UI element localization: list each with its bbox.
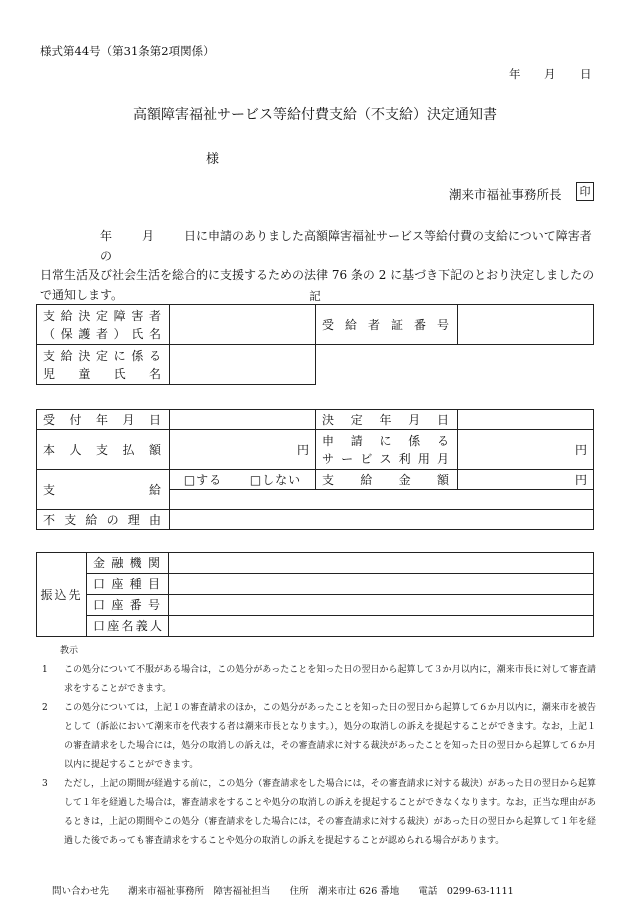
received-date-label: 受付年月日 <box>37 410 170 430</box>
account-type-field[interactable] <box>169 574 594 595</box>
certificate-number-field[interactable] <box>458 305 594 345</box>
applicant-name-field[interactable] <box>170 305 316 345</box>
document-title: 高額障害福祉サービス等給付費支給（不支給）決定通知書 <box>133 107 497 123</box>
body-line1: 日に申請のありました高額障害福祉サービス等給付費の支給について障害者の <box>100 229 592 263</box>
contact-label: 問い合わせ先 <box>52 886 110 897</box>
contact-info <box>52 883 530 897</box>
received-date-field[interactable] <box>170 410 316 430</box>
payment-detail-field[interactable] <box>170 490 594 510</box>
date-month: 月 <box>544 67 556 81</box>
decision-date-label: 決定年月日 <box>316 410 458 430</box>
form-number: 様式第44号（第31条第2項関係） <box>40 44 215 58</box>
notice-item-3: 3 ただし，上記の期間が経過する前に，この処分（審査請求をした場合には，その審査請求に対する裁決）があった日の翌日から起算して１年を経過した場合は，審査請求をすることや処分の取消しの訴えを提起することができなくなります。なお，正当な理由があるときは，上記の期間やこの処分（審査請求をした場合には，その審査請求に対する裁決）があった日の翌日から起算して１年を経過した後であっても審査請求をすることや処分の取消しの訴えを提起することが認められる場合があります。 <box>42 779 596 846</box>
body-line3: で通知します。 <box>40 287 124 302</box>
legal-notice <box>40 642 596 851</box>
amount-field[interactable]: 円 <box>458 470 594 490</box>
account-holder-label: 口座名義人 <box>87 616 169 637</box>
amount-label: 支給金額 <box>316 470 458 490</box>
decision-date-field[interactable] <box>458 410 594 430</box>
account-number-field[interactable] <box>169 595 594 616</box>
service-month-label: 申請に係る サービス利用月 <box>316 430 458 470</box>
body-month: 月 <box>142 229 155 243</box>
body-line2: 日常生活及び社会生活を総合的に支援するための法律 76 条の 2 に基づき下記のとおり決定しましたの <box>40 268 595 282</box>
certificate-number-label: 受給者証番号 <box>316 305 458 345</box>
notice-item-1: 1 この処分について不服がある場合は，この処分があったことを知った日の翌日から起算して３か月以内に，潮来市長に対して審査請求をすることができます。 <box>42 665 596 694</box>
decision-table <box>36 409 594 530</box>
bank-label: 金融機関 <box>87 553 169 574</box>
seal-box: 印 <box>576 182 594 201</box>
transfer-label: 振込先 <box>37 553 87 637</box>
child-name-field[interactable] <box>170 345 316 385</box>
account-number-label: 口座番号 <box>87 595 169 616</box>
contact-office: 潮来市福祉事務所 障害福祉担当 <box>128 886 271 897</box>
recipient-table <box>36 304 594 385</box>
checkbox-yes[interactable]: □する <box>183 473 223 487</box>
date-year: 年 <box>509 67 521 81</box>
ki-mark: 記 <box>309 289 321 303</box>
contact-address: 住所 潮来市辻 626 番地 <box>289 886 400 897</box>
body-year: 年 <box>100 229 113 243</box>
applicant-name-label: 支給決定障害者 （保護者）氏名 <box>37 305 170 345</box>
child-name-label: 支給決定に係る 児童氏名 <box>37 345 170 385</box>
self-payment-label: 本人支払額 <box>37 430 170 470</box>
notice-heading: 教示 <box>60 646 79 656</box>
transfer-table <box>36 552 594 637</box>
account-holder-field[interactable] <box>169 616 594 637</box>
reason-field[interactable] <box>170 510 594 530</box>
payment-label: 支給 <box>37 470 170 510</box>
checkbox-no[interactable]: □しない <box>249 473 302 487</box>
account-type-label: 口座種目 <box>87 574 169 595</box>
notice-item-2: 2 この処分については，上記１の審査請求のほか，この処分があったことを知った日の翌日から起算して６か月以内に，潮来市を被告として（訴訟において潮来市を代表する者は潮来市長となります。），処分の取消しの訴えを提起することができます。なお，上記１の審査請求をした場合には，処分の取消しの訴えは，その審査請求に対する裁決があったことを知った日の翌日から起算して６か月以内に提起することができます。 <box>42 703 596 770</box>
service-month-field[interactable]: 円 <box>458 430 594 470</box>
recipient-suffix: 様 <box>206 152 220 167</box>
reason-label: 不支給の理由 <box>37 510 170 530</box>
self-payment-field[interactable]: 円 <box>170 430 316 470</box>
bank-field[interactable] <box>169 553 594 574</box>
contact-phone: 電話 0299-63-1111 <box>418 886 514 897</box>
issuer-name: 潮来市福祉事務所長 <box>449 187 562 202</box>
payment-choice <box>170 470 316 490</box>
date-day: 日 <box>580 67 592 81</box>
